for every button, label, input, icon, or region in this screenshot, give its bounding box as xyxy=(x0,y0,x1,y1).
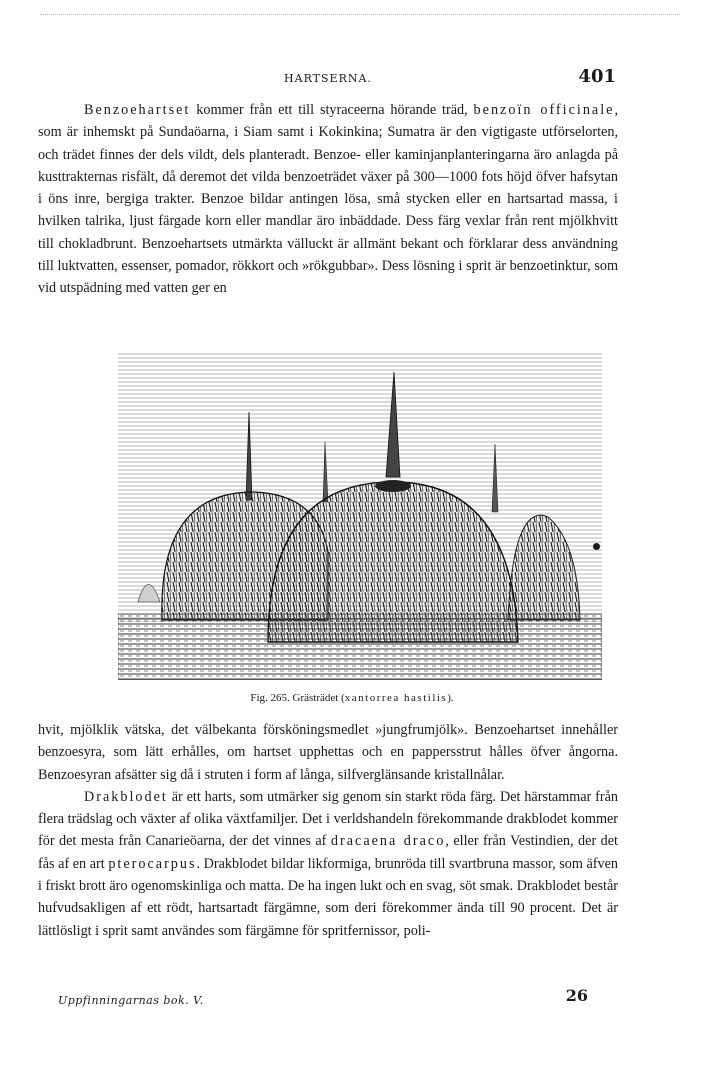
caption-prefix: Fig. 265. Grästrädet ( xyxy=(250,692,345,704)
figure-caption xyxy=(0,692,704,704)
term-pterocarpus: pterocarpus xyxy=(108,855,197,872)
footer-book-title: Uppfinningarnas bok. V. xyxy=(58,994,204,1007)
engraving-illustration xyxy=(118,352,602,680)
paragraph-benzoe-text xyxy=(38,99,618,300)
running-head xyxy=(40,66,616,88)
text-after-figure xyxy=(38,719,618,942)
caption-suffix: ). xyxy=(447,692,454,704)
term-benzoehartset: Benzoehartset xyxy=(84,102,191,118)
term-dracaena-draco: dracaena draco xyxy=(330,833,446,850)
paragraph-continuation: hvit, mjölklik vätska, det välbekanta försköningsmedlet »jungfrumjölk». Benzoehartset innehåller benzoesyra, som lätt erhålles, om hartset upphettas och en pappersstrut hålles öfver ångorna. Benzoesyran afsätter sig då i struten i form af långa, silfverglänsande kristallnålar. xyxy=(38,722,618,783)
term-drakblodet: Drakblodet xyxy=(84,788,168,805)
footer-signature: 26 xyxy=(565,986,588,1005)
text-run: är ett harts, som utmärker sig genom sin starkt röda färg. Det härstammar från flera trädslag och växter af olika växtfamiljer. Det i verldshandeln förekommande drakblodet kommer för det mesta från Canarieöarna, der det vinnes af xyxy=(38,788,618,850)
caption-species: xantorrea hastilis xyxy=(344,692,448,704)
ground xyxy=(118,614,602,680)
top-edge-rule xyxy=(40,14,680,16)
ink-spot xyxy=(593,543,600,550)
text-run: kommer från ett till styraceerna hörande träd, xyxy=(190,102,474,118)
text-run: , eller från Vestindien, der det fås af en art xyxy=(38,833,618,872)
text-run: . Drakblodet bildar likformiga, brunröda till svartbruna massor, som äfven i friskt brott äro ogenomskinliga och matta. De ha ingen lukt och en svag, söt smak. Drakblodet består hufvudsakligen af ett rödt, hartsartadt färgämne, som deri förekommer ända till 90 procent. Det är lättlösligt i sprit samt användes som färgämne för spritfernissor, poli- xyxy=(38,855,619,939)
term-benzoin-officinale: benzoïn officinale xyxy=(473,102,615,118)
paragraph-drakblodet xyxy=(38,786,618,942)
page-footer xyxy=(58,986,618,1010)
page-number: 401 xyxy=(578,66,616,87)
text-run: , som är inhemskt på Sundaöarna, i Siam samt i Kokinkina; Sumatra är den vigtigaste utförselorten, och trädet finnes der dels vildt, dels planteradt. Benzoe- eller kaminjanplanteringarna äro anlagda på kusttrakternas risfält, då deremot det vilda benzoeträdet växer på 300—1000 fots höjd öfver hafsytan i öns inre, bergiga trakter. Benzoe bildar antingen lösa, små stycken eller en hartsartad massa, i hvilken talrika, ljust färgade korn eller mandlar äro inbäddade. Dess färg vexlar från rent mjölkhvitt till chokladbrunt. Benzoehartsets utmärkta välluckt är allmänt bekant och förklarar dess användning till luktvatten, essenser, pomador, rökkort och »rökgubbar». Dess lösning i sprit är benzoetinktur, som vid utspädning med vatten ger en xyxy=(38,102,619,297)
running-title: HARTSERNA. xyxy=(284,72,372,85)
figure-grass-trees xyxy=(118,352,602,680)
paragraph-benzoe xyxy=(38,99,618,300)
